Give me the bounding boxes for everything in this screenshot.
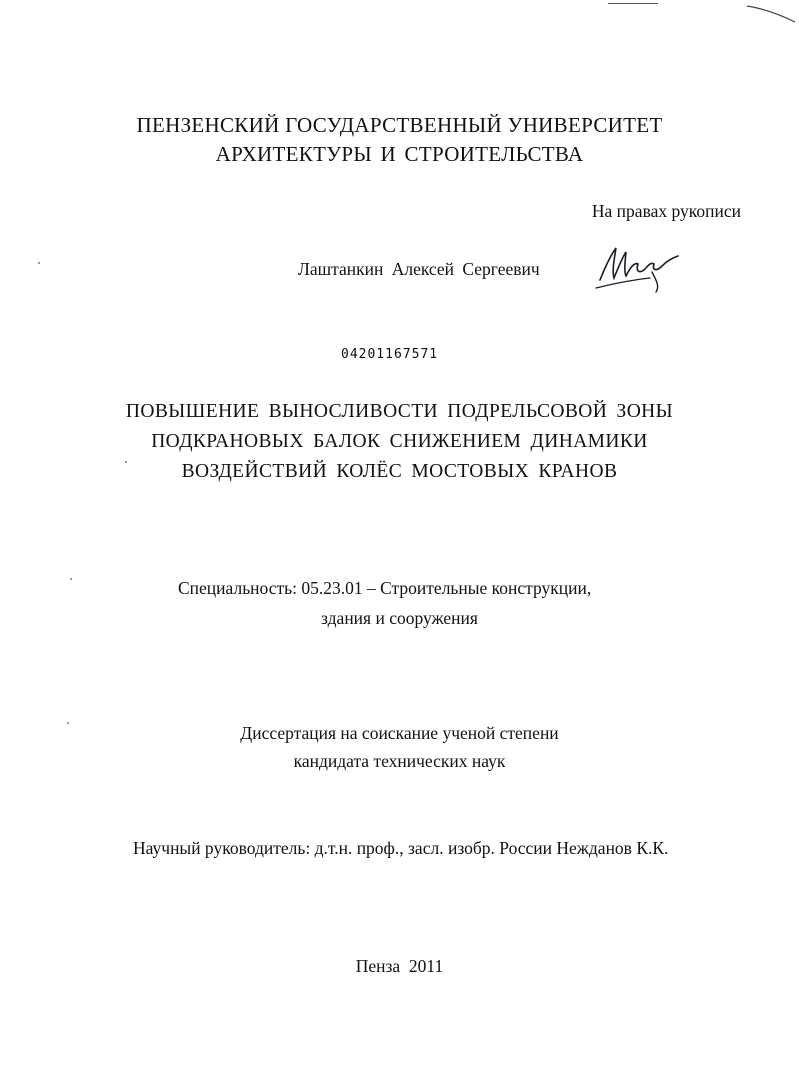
catalog-number: 04201167571 [341, 347, 439, 362]
scan-artifact [608, 3, 658, 4]
scientific-supervisor: Научный руководитель: д.т.н. проф., засл. изобр. России Нежданов К.К. [133, 838, 669, 858]
author-name: Лаштанкин Алексей Сергеевич [298, 259, 540, 279]
degree-line1: Диссертация на соискание ученой степени [240, 723, 559, 743]
specialty-line1: Специальность: 05.23.01 – Строительные конструкции, [178, 578, 592, 598]
scan-speck [38, 262, 40, 264]
author-signature [592, 242, 684, 294]
university-name-line1: ПЕНЗЕНСКИЙ ГОСУДАРСТВЕННЫЙ УНИВЕРСИТЕТ [136, 113, 663, 137]
manuscript-rights-note: На правах рукописи [591, 201, 741, 221]
specialty-line2: здания и сооружения [321, 608, 478, 628]
degree-line2: кандидата технических наук [293, 751, 506, 771]
scan-speck [70, 578, 72, 580]
dissertation-title-line1: ПОВЫШЕНИЕ ВЫНОСЛИВОСТИ ПОДРЕЛЬСОВОЙ ЗОНЫ [125, 401, 674, 422]
city-year: Пенза 2011 [355, 956, 444, 976]
university-name-line2: АРХИТЕКТУРЫ И СТРОИТЕЛЬСТВА [215, 142, 584, 166]
scan-artifact-corner [745, 0, 799, 26]
dissertation-title-line3: ВОЗДЕЙСТВИЙ КОЛЁС МОСТОВЫХ КРАНОВ [181, 461, 618, 482]
dissertation-title-line2: ПОДКРАНОВЫХ БАЛОК СНИЖЕНИЕМ ДИНАМИКИ [151, 431, 648, 452]
